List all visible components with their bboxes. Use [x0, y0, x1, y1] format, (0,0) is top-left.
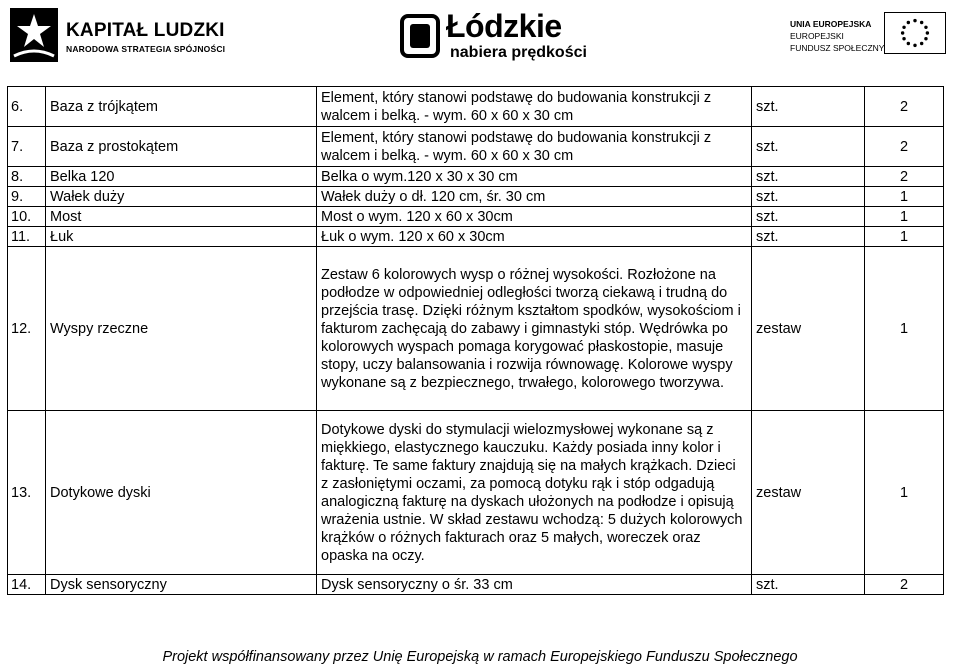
lodzkie-logo: [398, 6, 598, 64]
lodzkie-emblem-icon: [400, 14, 440, 58]
row-name: Baza z trójkątem: [46, 87, 317, 127]
row-quantity: 1: [865, 207, 944, 227]
row-quantity: 2: [865, 167, 944, 187]
row-quantity: 2: [865, 575, 944, 595]
row-number: 10.: [8, 207, 46, 227]
lodzkie-tagline: nabiera prędkości: [450, 44, 587, 61]
row-unit: szt.: [752, 187, 865, 207]
row-description: Łuk o wym. 120 x 60 x 30cm: [317, 227, 752, 247]
kapital-ludzki-logo: [8, 6, 228, 64]
row-number: 12.: [8, 247, 46, 411]
row-unit: szt.: [752, 227, 865, 247]
table-row: [8, 575, 944, 595]
lodzkie-name: Łódzkie: [446, 8, 562, 44]
row-number: 7.: [8, 127, 46, 167]
row-description: Dotykowe dyski do stymulacji wielozmysłowej wykonane są z miękkiego, elastycznego kauczuku. Każdy posiada inny kolor i fakturę. Te same faktury znajdują się na małych krążkach. Dzieci z zasłoniętymi oczami, za pomocą dotyku rąk i stóp odgadują analogiczną fakturę na dyskach ułożonych na podłodze i opisują wrażenia ustnie. W skład zestawu wchodzą: 5 dużych kolorowych krążków o różnych fakturach oraz 5 małych, woreczek oraz opaska na oczy.: [317, 411, 752, 575]
ue-text-block: [790, 18, 884, 54]
row-description: Element, który stanowi podstawę do budowania konstrukcji z walcem i belką. - wym. 60 x 60 x 30 cm: [317, 127, 752, 167]
table-row: [8, 87, 944, 127]
kapital-ludzki-title: KAPITAŁ LUDZKI: [66, 20, 225, 41]
row-unit: szt.: [752, 167, 865, 187]
row-description: Wałek duży o dł. 120 cm, śr. 30 cm: [317, 187, 752, 207]
table-row: [8, 247, 944, 411]
row-quantity: 1: [865, 411, 944, 575]
row-unit: szt.: [752, 575, 865, 595]
row-unit: zestaw: [752, 247, 865, 411]
row-number: 8.: [8, 167, 46, 187]
kapital-ludzki-subtitle: NARODOWA STRATEGIA SPÓJNOŚCI: [66, 44, 226, 54]
row-quantity: 1: [865, 247, 944, 411]
table-row: [8, 127, 944, 167]
row-description: Dysk sensoryczny o śr. 33 cm: [317, 575, 752, 595]
table-row: [8, 411, 944, 575]
table-row: [8, 167, 944, 187]
row-unit: zestaw: [752, 411, 865, 575]
ue-logo: [790, 12, 956, 60]
ue-line-1: UNIA EUROPEJSKA: [790, 19, 872, 29]
row-number: 6.: [8, 87, 46, 127]
items-table: [7, 86, 944, 595]
row-number: 9.: [8, 187, 46, 207]
row-name: Wałek duży: [46, 187, 317, 207]
row-unit: szt.: [752, 127, 865, 167]
row-number: 13.: [8, 411, 46, 575]
table-row: [8, 207, 944, 227]
row-quantity: 2: [865, 87, 944, 127]
row-name: Dotykowe dyski: [46, 411, 317, 575]
row-number: 11.: [8, 227, 46, 247]
row-name: Baza z prostokątem: [46, 127, 317, 167]
row-description: Belka o wym.120 x 30 x 30 cm: [317, 167, 752, 187]
ue-line-3: FUNDUSZ SPOŁECZNY: [790, 43, 885, 53]
row-quantity: 1: [865, 227, 944, 247]
footer-note: Projekt współfinansowany przez Unię Europejską w ramach Europejskiego Funduszu Społecznego: [162, 649, 798, 665]
row-name: Łuk: [46, 227, 317, 247]
row-unit: szt.: [752, 207, 865, 227]
kapital-ludzki-emblem-icon: [8, 6, 60, 64]
row-description: Element, który stanowi podstawę do budowania konstrukcji z walcem i belką. - wym. 60 x 60 x 30 cm: [317, 87, 752, 127]
eu-flag-icon: [884, 12, 946, 54]
row-number: 14.: [8, 575, 46, 595]
table-row: [8, 227, 944, 247]
table-row: [8, 187, 944, 207]
row-name: Belka 120: [46, 167, 317, 187]
row-description: Zestaw 6 kolorowych wysp o różnej wysokości. Rozłożone na podłodze w odpowiedniej odległości tworzą ciekawą i trudną do przejścia trasę. Dzięki różnym kształtom spodków, wysokościom i fakturom zachęcają do zabawy i gimnastyki stóp. Wędrówka po kolorowych wyspach pomaga korygować płaskostopie, masuje stopy, uczy balansowania i rozwija równowagę. Kolorowe wyspy wykonane są z bezpiecznego, trwałego, kolorowego tworzywa.: [317, 247, 752, 411]
ue-line-2: EUROPEJSKI: [790, 31, 844, 41]
row-unit: szt.: [752, 87, 865, 127]
row-name: Dysk sensoryczny: [46, 575, 317, 595]
row-name: Most: [46, 207, 317, 227]
row-description: Most o wym. 120 x 60 x 30cm: [317, 207, 752, 227]
row-name: Wyspy rzeczne: [46, 247, 317, 411]
row-quantity: 1: [865, 187, 944, 207]
row-quantity: 2: [865, 127, 944, 167]
